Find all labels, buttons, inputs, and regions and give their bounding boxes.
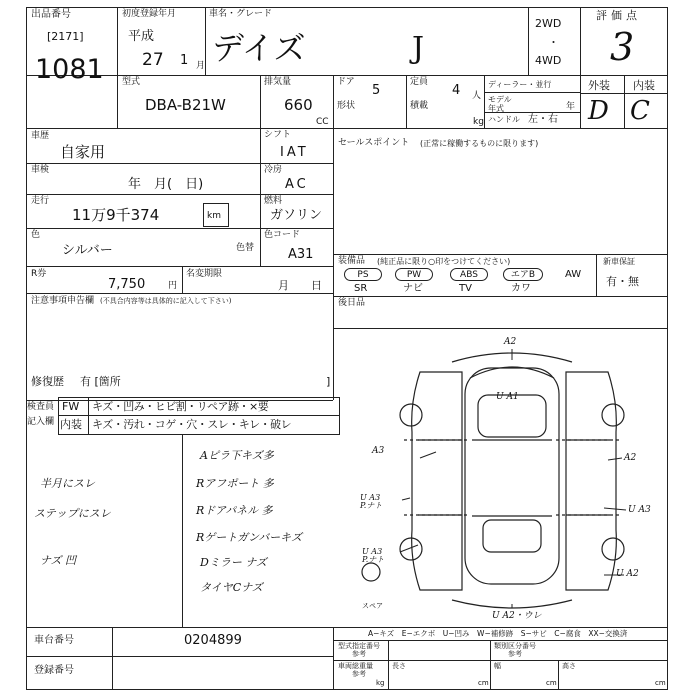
repair-label: 修復歴 (31, 375, 64, 388)
mark-rear: U A2・ウレ (492, 611, 542, 621)
model-designation-label: 型式指定番号 (338, 642, 380, 650)
usage-label: 車歴 (31, 131, 50, 141)
interior-insp-items: キズ・汚れ・コゲ・穴・スレ・キレ・破レ (92, 418, 292, 431)
model-label: 型式 (122, 77, 141, 87)
cm-height: cm (655, 679, 666, 687)
displacement-label: 排気量 (264, 77, 292, 87)
reference-1: 参考 (352, 650, 366, 658)
recycle-label: R券 (31, 269, 47, 279)
warranty-options: 有・無 (606, 275, 639, 288)
month-day: 月 日 (278, 279, 322, 292)
note-left-1: 半月にスレ (40, 477, 95, 490)
mileage-label: 走行 (31, 196, 50, 206)
door-label: ドア (337, 77, 355, 87)
note-center-3: Rドアパネル 多 (196, 504, 273, 517)
era: 平成 (128, 29, 155, 44)
km-unit: km (207, 211, 221, 221)
yen-unit: 円 (168, 281, 178, 291)
inspector-label-1: 検査員 (27, 402, 55, 412)
recycle-fee: 7,750 (108, 277, 146, 292)
mark-left-door: U A3 P.ナト (360, 493, 383, 510)
equip-abs: ABS (450, 268, 488, 281)
displacement: 660 (284, 96, 313, 114)
interior-label: 内装 (633, 79, 655, 92)
cm-length: cm (478, 679, 489, 687)
cc-unit: CC (316, 117, 329, 127)
name-label: 車名・グレード (209, 9, 273, 19)
handle-options: 左・右 (528, 114, 558, 125)
mark-right-door: U A3 (628, 505, 651, 515)
fuel-label: 燃料 (264, 196, 283, 206)
equip-tv: TV (459, 283, 472, 294)
reg-month: 1 (180, 53, 189, 68)
reference-2: 参考 (508, 650, 522, 658)
reg-year: 27 (142, 50, 164, 70)
load-label: 積載 (410, 101, 429, 111)
note-center-1: Aピラ下キズ多 (200, 449, 274, 462)
interior-grade: C (630, 96, 650, 126)
month-suffix: 月 (196, 61, 206, 71)
mark-left-rear: U A3 P.ナト (362, 547, 385, 564)
note-center-5: Dミラー ナズ (200, 556, 267, 569)
equipment-label: 装備品 (338, 256, 366, 266)
equip-navi: ナビ (403, 283, 423, 294)
color-code-label: 色コード (264, 230, 301, 240)
drive-4wd: 4WD (535, 54, 562, 67)
car-name: デイズ (212, 29, 306, 67)
lot-label: 出品番号 (31, 9, 71, 20)
kg-footer: kg (376, 679, 385, 687)
cm-width: cm (546, 679, 557, 687)
spare-label: スペア (362, 602, 383, 610)
score-label: 評価点 (596, 9, 641, 22)
inspector-label-2: 記入欄 (27, 417, 55, 427)
sales-point-note: (正常に稼働するものに限ります) (420, 139, 539, 148)
equip-leather: カワ (511, 283, 531, 294)
repair-value: 有 [箇所 (80, 375, 121, 388)
handle-label: ハンドル (488, 115, 520, 124)
doors: 5 (372, 83, 381, 98)
equip-aw: AW (565, 269, 582, 280)
note-center-6: タイヤCナズ (200, 581, 263, 594)
note-center-2: Rアフポート 多 (196, 477, 274, 490)
fw-label: FW (62, 400, 80, 413)
first-reg-label: 初度登録年月 (122, 9, 177, 19)
mark-roof: A2 (504, 337, 517, 347)
weight-label: 車両総重量 (338, 662, 373, 670)
mark-front: U A1 (496, 392, 519, 402)
dealer-label: ディーラー・並行 (488, 80, 552, 89)
score: 3 (610, 25, 635, 69)
reference-3: 参考 (352, 670, 366, 678)
equip-ps: PS (344, 268, 382, 281)
color-code: A31 (288, 247, 314, 262)
person-unit: 人 (472, 91, 482, 101)
fw-items: キズ・凹み・ヒビ割・リペア跡・×要 (92, 400, 269, 413)
mileage: 11万9千374 (72, 206, 160, 224)
name-change-label: 名変期限 (186, 269, 223, 279)
repair-close: ] (326, 375, 331, 388)
drive-2wd: 2WD (535, 17, 562, 30)
mark-left-front: A3 (372, 446, 385, 456)
color: シルバー (62, 243, 113, 258)
grade: J (412, 31, 425, 66)
equipment-note: (純正品に限り○印をつけてください) (377, 257, 511, 266)
post-items-label: 後日品 (338, 298, 366, 308)
equip-airbag: エアB (503, 268, 543, 281)
shape-label: 形状 (337, 101, 356, 111)
lot-code: [2171] (47, 30, 84, 43)
registration-label: 登録番号 (34, 665, 74, 676)
chassis-label: 車台番号 (34, 635, 74, 646)
capacity: 4 (452, 83, 461, 98)
exterior-label: 外装 (588, 79, 610, 92)
shift: IAT (280, 145, 309, 160)
width-label: 幅 (494, 662, 501, 670)
note-center-4: Rゲートガンバーキズ (196, 531, 302, 544)
ac: AC (285, 177, 309, 192)
kg-unit: kg (473, 117, 484, 127)
sales-point-label: セールスポイント (338, 138, 410, 148)
legend: A−キズ E−エクボ U−凹み W−補修跡 S−サビ C−腐食 XX−交換済 (368, 629, 628, 638)
capacity-label: 定員 (410, 77, 429, 87)
seller-notes-label: 注意事項申告欄 (31, 296, 95, 306)
inspection-label: 車検 (31, 165, 50, 175)
model-year-label: モデル年式 (488, 95, 512, 113)
ac-label: 冷房 (264, 165, 283, 175)
color-label: 色 (31, 230, 41, 240)
exterior-grade: D (588, 96, 609, 126)
new-car-warranty-label: 新車保証 (603, 257, 635, 266)
repaint-label: 色替 (236, 243, 255, 253)
inspection-value: 年 月( 日) (128, 177, 204, 192)
equip-sr: SR (354, 283, 368, 294)
drive-dot: ・ (548, 36, 559, 49)
lot-number: 1081 (35, 54, 104, 85)
usage: 自家用 (60, 143, 106, 161)
mark-right-rear: U A2 (616, 569, 639, 579)
year-unit: 年 (566, 102, 576, 112)
chassis-number: 0204899 (184, 633, 242, 648)
interior-insp-label: 内装 (60, 418, 82, 431)
equip-pw: PW (395, 268, 433, 281)
category-label: 類別区分番号 (494, 642, 536, 650)
note-left-3: ナズ 凹 (40, 554, 77, 567)
mark-right-front: A2 (624, 453, 637, 463)
shift-label: シフト (264, 130, 292, 140)
height-label: 高さ (562, 662, 576, 670)
length-label: 長さ (392, 662, 406, 670)
note-left-2: ステップにスレ (34, 507, 111, 520)
fuel: ガソリン (270, 208, 323, 223)
model: DBA-B21W (145, 96, 226, 114)
seller-notes-note: (不具合内容等は具体的に記入して下さい) (100, 297, 232, 305)
